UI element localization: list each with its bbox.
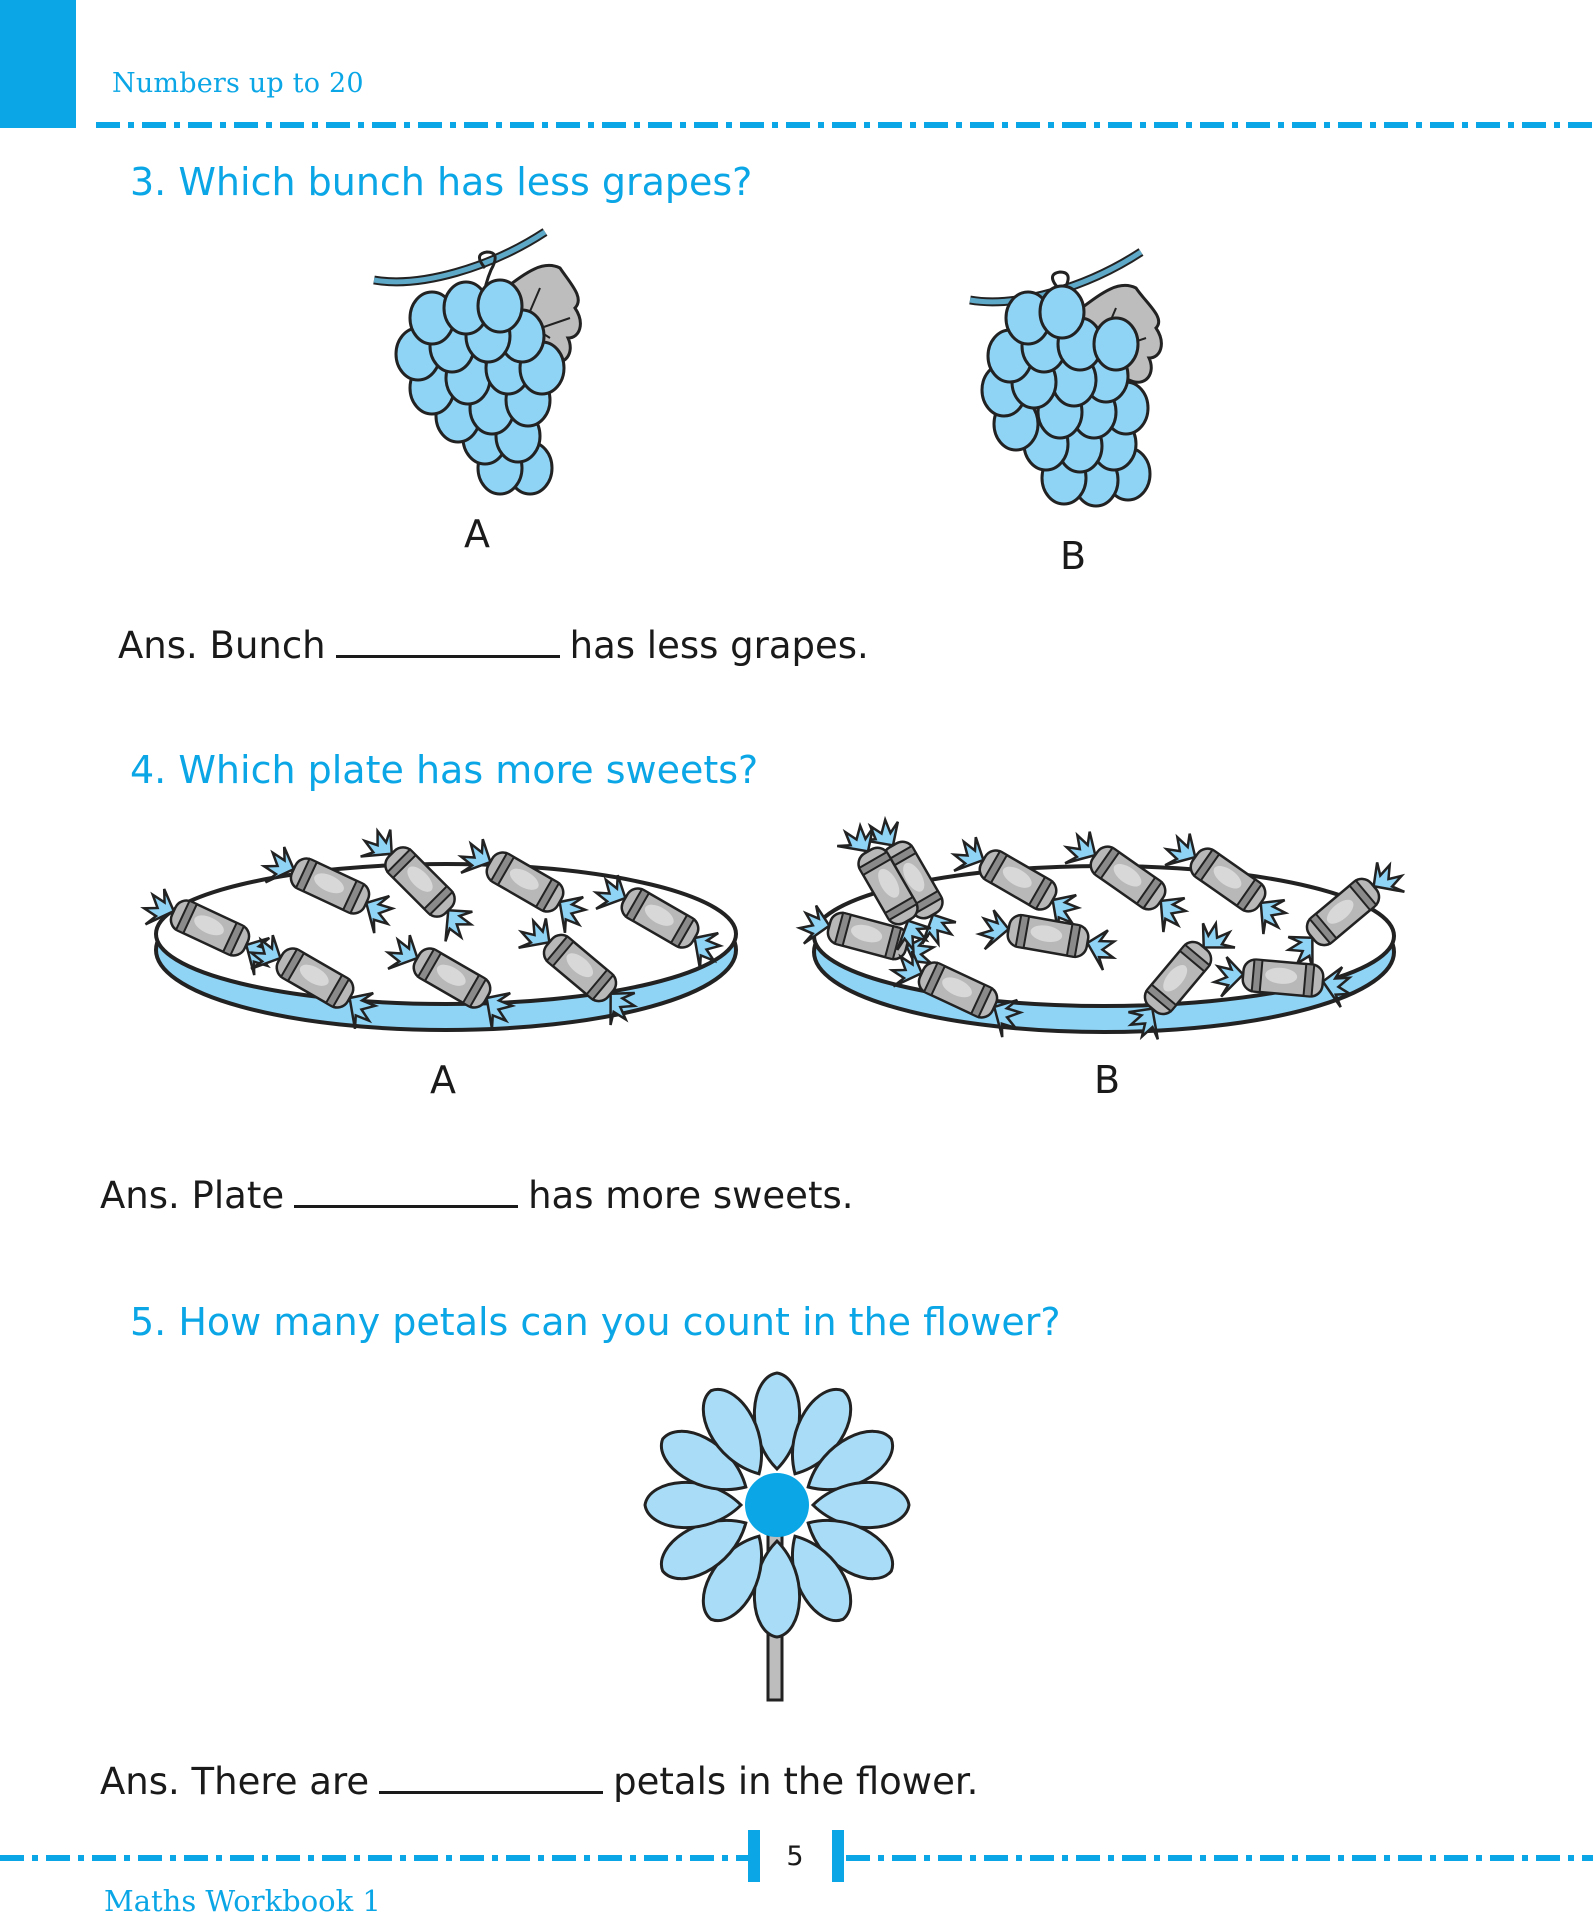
page-header-title: Numbers up to 20 bbox=[112, 68, 364, 99]
page-number-bar-right bbox=[832, 1830, 844, 1882]
question-5 bbox=[130, 1300, 1061, 1344]
answer-suffix: has less grapes. bbox=[569, 624, 869, 667]
question-text: Which plate has more sweets? bbox=[178, 748, 759, 792]
footer-divider-left bbox=[0, 1855, 748, 1861]
option-label-b: B bbox=[1060, 534, 1087, 578]
answer-prefix: Ans. Bunch bbox=[118, 624, 326, 667]
grapes-icon bbox=[966, 248, 1186, 518]
question-4 bbox=[130, 748, 758, 792]
answer-blank[interactable] bbox=[294, 1175, 518, 1208]
answer-suffix: petals in the flower. bbox=[613, 1760, 979, 1803]
option-label-b: B bbox=[1094, 1058, 1121, 1102]
answer-line-5 bbox=[100, 1760, 978, 1803]
footer-book-title: Maths Workbook 1 bbox=[104, 1884, 381, 1918]
footer-divider-right bbox=[846, 1855, 1593, 1861]
candy-plate-icon bbox=[150, 840, 750, 1050]
option-label-a: A bbox=[430, 1058, 456, 1102]
answer-line-4 bbox=[100, 1174, 854, 1217]
candy-plate-icon bbox=[808, 840, 1408, 1050]
option-label-a: A bbox=[464, 512, 490, 556]
answer-prefix: Ans. There are bbox=[100, 1760, 370, 1803]
answer-line-3 bbox=[118, 624, 869, 667]
question-number: 4. bbox=[130, 748, 167, 792]
page-number: 5 bbox=[786, 1841, 804, 1872]
question-number: 3. bbox=[130, 160, 167, 204]
answer-suffix: has more sweets. bbox=[528, 1174, 854, 1217]
grapes-icon bbox=[370, 228, 590, 498]
question-text: Which bunch has less grapes? bbox=[178, 160, 753, 204]
answer-blank[interactable] bbox=[336, 625, 560, 658]
question-number: 5. bbox=[130, 1300, 167, 1344]
answer-blank[interactable] bbox=[379, 1761, 603, 1794]
header-divider bbox=[96, 122, 1593, 128]
answer-prefix: Ans. Plate bbox=[100, 1174, 285, 1217]
page-number-bar-left bbox=[748, 1830, 760, 1882]
question-text: How many petals can you count in the flower? bbox=[178, 1300, 1061, 1344]
header-corner-block bbox=[0, 0, 76, 128]
question-3 bbox=[130, 160, 752, 204]
flower-icon bbox=[628, 1372, 928, 1702]
